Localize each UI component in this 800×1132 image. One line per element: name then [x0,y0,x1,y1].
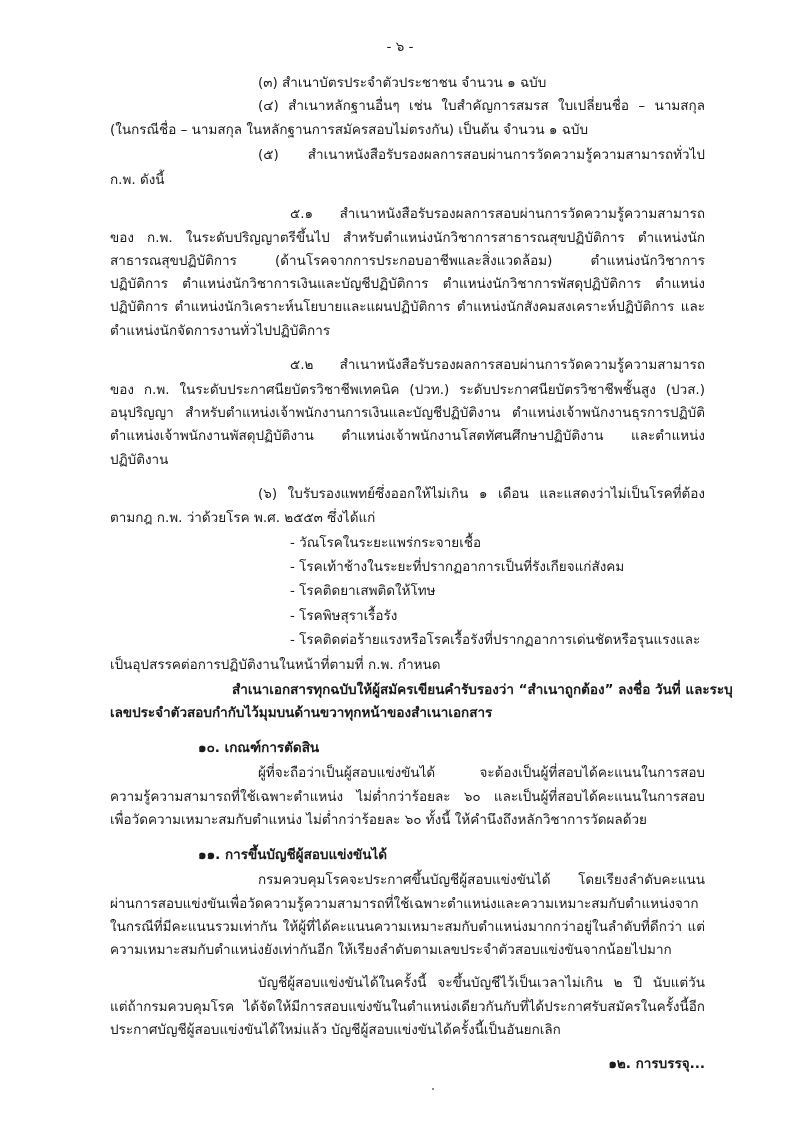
item-3: (๓) สำเนาบัตรประจำตัวประชาชน จำนวน ๑ ฉบับ [258,75,547,91]
section-11-line: กรมควบคุมโรคจะประกาศขึ้นบัญชีผู้สอบแข่งขันได้ โดยเรียงลำดับคะแนน [258,872,705,888]
section-10-line: ผู้ที่จะถือว่าเป็นผู้สอบแข่งขันได้ จะต้องเป็นผู้ที่สอบได้คะแนนในการสอบ [258,765,705,781]
section-11-line: ในกรณีที่มีคะแนนรวมเท่ากัน ให้ผู้ที่ได้คะแนนความเหมาะสมกับตำแหน่งมากกว่าอยู่ในลำดับที่ดีกว่า แต่ [110,919,705,935]
item-4-line: (๔) สำเนาหลักฐานอื่นๆ เช่น ใบสำคัญการสมรส ใบเปลี่ยนชื่อ – นามสกุล [258,98,705,114]
item-5-1-line: ปฏิบัติการ ตำแหน่งนักวิชาการเงินและบัญชีปฏิบัติการ ตำแหน่งนักวิชาการพัสดุปฏิบัติการ ตำแหน่ง [110,276,705,292]
item-6-line: (๖) ใบรับรองแพทย์ซึ่งออกให้ไม่เกิน ๑ เดือน และแสดงว่าไม่เป็นโรคที่ต้อง [258,486,705,502]
item-5-2-line: ตำแหน่งเจ้าพนักงานพัสดุปฏิบัติงาน ตำแหน่งเจ้าพนักงานโสตทัศนศึกษาปฏิบัติงาน และตำแหน่ง [110,428,705,444]
page-number: - ๖ - [386,39,414,55]
item-5-1-line: ปฏิบัติการ ตำแหน่งนักวิเคราะห์นโยบายและแผนปฏิบัติการ ตำแหน่งนักสังคมสงเคราะห์ปฏิบัติการ และ [110,299,705,315]
certification-note: สำเนาเอกสารทุกฉบับให้ผู้สมัครเขียนคำรับรองว่า “สำเนาถูกต้อง” ลงชื่อ วันที่ และระบุ [232,682,733,698]
disease-list-item: - โรคพิษสุราเรื้อรัง [290,608,398,624]
section-11-line: ประกาศบัญชีผู้สอบแข่งขันได้ใหม่แล้ว บัญชีผู้สอบแข่งขันได้ครั้งนี้เป็นอันยกเลิก [110,1022,561,1038]
section-11-line: ผ่านการสอบแข่งขันเพื่อวัดความรู้ความสามารถที่ใช้เฉพาะตำแหน่งและความเหมาะสมกับตำแหน่งจาก [110,896,699,912]
disease-list-item: - วัณโรคในระยะแพร่กระจายเชื้อ [290,535,482,551]
disease-list-continuation: เป็นอุปสรรคต่อการปฏิบัติงานในหน้าที่ตามที่ ก.พ. กำหนด [110,657,441,673]
item-4-line: (ในกรณีชื่อ – นามสกุล ในหลักฐานการสมัครสอบไม่ตรงกัน) เป็นต้น จำนวน ๑ ฉบับ [110,122,589,138]
section-11-line: แต่ถ้ากรมควบคุมโรค ได้จัดให้มีการสอบแข่งขันในตำแหน่งเดียวกันกับที่ได้ประกาศรับสมัครในครั้งนี้อีก [110,999,705,1015]
section-10-line: เพื่อวัดความเหมาะสมกับตำแหน่ง ไม่ต่ำกว่าร้อยละ ๖๐ ทั้งนี้ ให้คำนึงถึงหลักวิชาการวัดผลด้วย [110,812,647,828]
item-5-line: (๕) สำเนาหนังสือรับรองผลการสอบผ่านการวัดความรู้ความสามารถทั่วไป [258,147,705,163]
item-5-1-line: ๕.๑ สำเนาหนังสือรับรองผลการสอบผ่านการวัดความรู้ความสามารถ [290,206,705,222]
section-10-heading: ๑๐. เกณฑ์การตัดสิน [198,740,320,756]
disease-list-item: - โรคติดต่อร้ายแรงหรือโรคเรื้อรังที่ปรากฏอาการเด่นชัดหรือรุนแรงและ [290,632,701,648]
item-5-2-line: ๕.๒ สำเนาหนังสือรับรองผลการสอบผ่านการวัดความรู้ความสามารถ [290,357,705,373]
item-5-line: ก.พ. ดังนี้ [110,172,165,188]
section-11-line: บัญชีผู้สอบแข่งขันได้ในครั้งนี้ จะขึ้นบัญชีไว้เป็นเวลาไม่เกิน ๒ ปี นับแต่วัน [258,975,705,991]
section-11-line: ความเหมาะสมกับตำแหน่งยังเท่ากันอีก ให้เรียงลำดับตามเลขประจำตัวสอบแข่งขันจากน้อยไปมาก [110,942,672,958]
item-5-2-line: อนุปริญญา สำหรับตำแหน่งเจ้าพนักงานการเงินและบัญชีปฏิบัติงาน ตำแหน่งเจ้าพนักงานธุรการปฏิบัติ [110,405,705,421]
item-5-1-line: ตำแหน่งนักจัดการงานทั่วไปปฏิบัติการ [110,323,331,339]
item-5-2-line: ของ ก.พ. ในระดับประกาศนียบัตรวิชาชีพเทคนิค (ปวท.) ระดับประกาศนียบัตรวิชาชีพชั้นสูง (ปวส.) [110,382,705,398]
certification-note: เลขประจำตัวสอบกำกับไว้มุมบนด้านขวาทุกหน้าของสำเนาเอกสาร [110,705,493,721]
section-10-line: ความรู้ความสามารถที่ใช้เฉพาะตำแหน่ง ไม่ต่ำกว่าร้อยละ ๖๐ และเป็นผู้ที่สอบได้คะแนนในการสอบ [110,789,705,805]
item-6-line: ตามกฎ ก.พ. ว่าด้วยโรค พ.ศ. ๒๕๕๓ ซึ่งได้แก่ [110,510,376,526]
section-11-heading: ๑๑. การขึ้นบัญชีผู้สอบแข่งขันได้ [198,847,388,863]
next-page-continuation: ๑๒. การบรรจุ... [608,1056,705,1072]
item-5-2-line: ปฏิบัติงาน [110,452,169,468]
disease-list-item: - โรคเท้าช้างในระยะที่ปรากฏอาการเป็นที่รังเกียจแก่สังคม [290,559,625,575]
scan-speck [432,1088,434,1090]
item-5-1-line: ของ ก.พ. ในระดับปริญญาตรีขึ้นไป สำหรับตำแหน่งนักวิชาการสาธารณสุขปฏิบัติการ ตำแหน่งนัก [110,230,705,246]
item-5-1-line: สาธารณสุขปฏิบัติการ (ด้านโรคจากการประกอบอาชีพและสิ่งแวดล้อม) ตำแหน่งนักวิชาการ [110,253,705,269]
disease-list-item: - โรคติดยาเสพติดให้โทษ [290,583,436,599]
